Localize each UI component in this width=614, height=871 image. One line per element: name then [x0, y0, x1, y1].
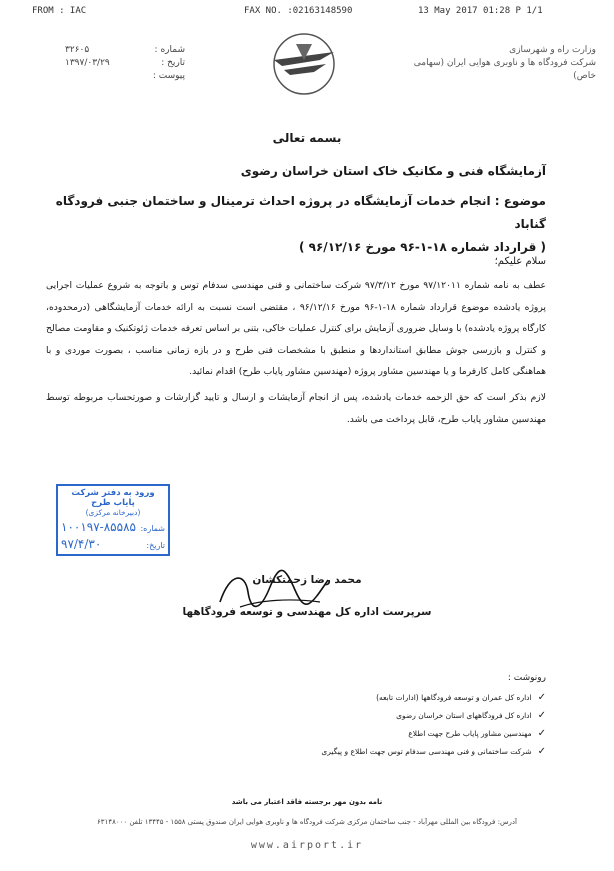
- cc-item: [286, 707, 546, 725]
- letter-attachment-label: پیوست :: [152, 71, 185, 81]
- checkmark-icon: ✓: [537, 728, 546, 739]
- footer-website: www.airport.ir: [250, 840, 364, 851]
- letter-body: [46, 275, 546, 430]
- stamp-date-row: [61, 537, 165, 551]
- body-paragraph-2: لازم بذکر است که حق الزحمه خدمات یادشده، پس از انجام آزمایشات و ارسال و تایید گزارشات و صورتحساب مربوطه توسط مهندسین مشاور پایاب طرح، قابل پرداخت می باشد.: [46, 391, 546, 425]
- stamp-title: ورود به دفتر شرکت پایاب طرح: [71, 488, 155, 508]
- cc-item: [286, 743, 546, 761]
- cc-item: [286, 689, 546, 707]
- letterhead-organization: [396, 44, 596, 83]
- letter-date-value: ۱۳۹۷/۰۳/۲۹: [65, 58, 110, 68]
- stamp-number-row: [61, 520, 165, 534]
- letter-attachment-row: [65, 70, 185, 83]
- footer-address: آدرس: فرودگاه بین المللی مهرآباد - جنب ساختمان مرکزی شرکت فرودگاه ها و ناوبری هوایی ایران صندوق پستی ۱۵۵۸ - ۱۳۴۴۵ تلفن ۶۳۱۴۸۰۰۰: [97, 818, 517, 826]
- fax-number: FAX NO. :02163148590: [244, 6, 353, 16]
- signatory-name: محمد رضا زحمتکشان: [252, 574, 362, 586]
- fax-datetime: 13 May 2017 01:28 P 1/1: [418, 6, 543, 16]
- letter-number-row: [65, 44, 185, 57]
- subject: [26, 190, 546, 259]
- company-logo-icon: [262, 30, 346, 98]
- cc-item-text: شرکت ساختمانی و فنی مهندسی سدفام توس جهت اطلاع و پیگیری: [321, 747, 532, 756]
- stamp-subtitle: (دبیرخانه مرکزی): [85, 508, 141, 517]
- checkmark-icon: ✓: [537, 692, 546, 703]
- stamp-number-value: ۱۰۰۱۹۷-۸۵۵۸۵: [61, 520, 136, 534]
- stamp-number-label: شماره:: [140, 524, 165, 533]
- body-paragraph-1: عطف به نامه شماره ۹۷/۱۲۰۱۱ مورخ ۹۷/۳/۱۲ شرکت ساختمانی و فنی مهندسی سدفام توس و باتوجه به شروع عملیات اجرایی پروژه یادشده موضوع قرارداد شماره ۱۸-۱-۹۶ مورخ ۹۶/۱۲/۱۶ ، مقتضی است نسبت به ارائه خدمات آزمایشگاهی (درمحدوده، کارگاه پروژه یادشده) با وسایل ضروری آزمایش برای کنترل عملیات خاکی، بتنی بر اساس تعرفه خدمات ژئوتکنیک و مقاومت مصالح و کنترل و بازرسی جوش مطابق استانداردها و منطبق با مشخصات فنی طرح و در بازه زمانی مناسب ، بصورت موردی و با هماهنگی کامل کارفرما و یا مهندسین مشاور پروژه (مهندسین مشاور پایاب طرح) اقدام نمائید.: [46, 280, 546, 378]
- received-stamp: [56, 484, 170, 556]
- checkmark-icon: ✓: [537, 746, 546, 757]
- checkmark-icon: ✓: [537, 710, 546, 721]
- salutation: سلام علیکم؛: [494, 256, 546, 267]
- letter-date-row: [65, 57, 185, 70]
- cc-list: [286, 689, 546, 761]
- letter-number-value: ۳۲۶۰۵: [65, 45, 90, 55]
- addressee: آزمایشگاه فنی و مکانیک خاک استان خراسان رضوی: [240, 164, 546, 178]
- subject-line: موضوع : انجام خدمات آزمایشگاه در پروژه احداث ترمینال و ساختمان جنبی فرودگاه گناباد: [55, 194, 546, 231]
- stamp-date-value: ۹۷/۴/۳۰: [61, 537, 102, 551]
- cc-label: رونوشت :: [507, 673, 546, 683]
- bismillah-heading: بسمه تعالی: [272, 131, 342, 145]
- cc-item-text: اداره کل عمران و توسعه فرودگاهها (ادارات تابعه): [376, 693, 532, 702]
- fax-header: [0, 6, 614, 20]
- cc-item-text: مهندسین مشاور پایاب طرح جهت اطلاع: [408, 729, 532, 738]
- contract-reference: ( قرارداد شماره ۱۸-۱-۹۶ مورخ ۹۶/۱۲/۱۶ ): [298, 240, 546, 254]
- letter-date-label: تاریخ :: [161, 58, 185, 68]
- fax-from: FROM : IAC: [32, 6, 87, 16]
- letter-meta: [65, 44, 185, 83]
- validity-note: نامه بدون مهر برجسته فاقد اعتبار می باشد: [231, 798, 383, 806]
- org-ministry: وزارت راه و شهرسازی: [509, 45, 596, 55]
- org-company: شرکت فرودگاه ها و ناوبری هوایی ایران (سهامی خاص): [413, 58, 596, 81]
- signatory-title: سرپرست اداره کل مهندسی و توسعه فرودگاهها: [182, 606, 432, 618]
- stamp-date-label: تاریخ:: [146, 541, 165, 550]
- cc-item: [286, 725, 546, 743]
- cc-item-text: اداره کل فرودگاههای استان خراسان رضوی: [396, 711, 532, 720]
- letter-number-label: شماره :: [154, 45, 185, 55]
